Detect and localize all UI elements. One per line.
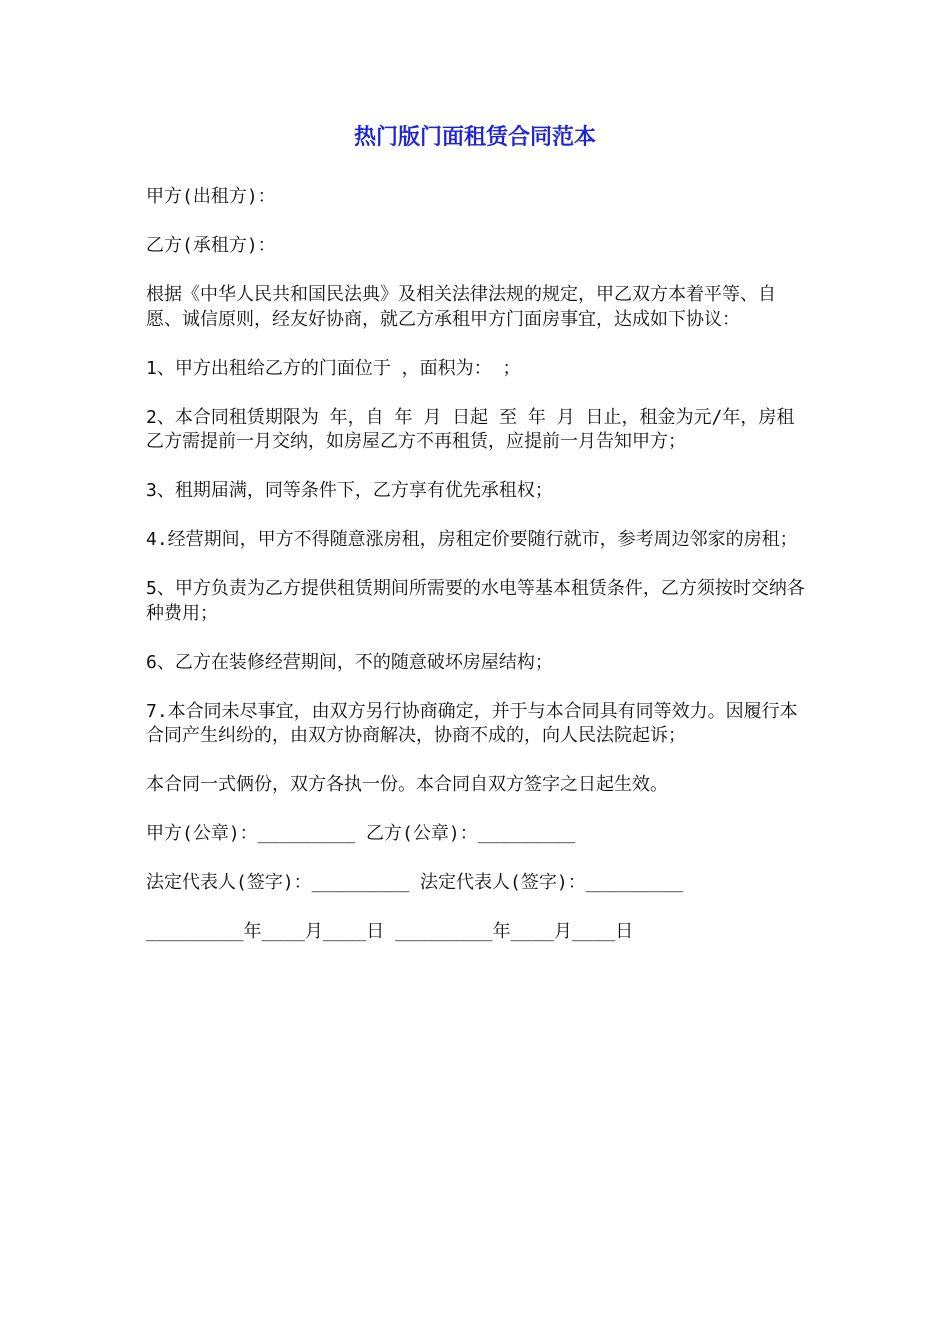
- effectiveness-statement: 本合同一式俩份，双方各执一份。本合同自双方签字之日起生效。: [146, 774, 668, 795]
- party-a-line: 甲方(出租方)：: [146, 186, 276, 207]
- preamble-paragraph: 根据《中华人民共和国民法典》及相关法律法规的规定，甲乙双方本着平等、自愿、诚信原则，经友好协商，就乙方承租甲方门面房事宜，达成如下协议：: [146, 284, 776, 330]
- signature-line: 法定代表人(签字)：_________ 法定代表人(签字)：_________: [146, 872, 684, 893]
- clause-4: 4.经营期间，甲方不得随意涨房租，房租定价要随行就市，参考周边邻家的房租；: [146, 529, 798, 550]
- clause-6: 6、乙方在装修经营期间，不的随意破坏房屋结构；: [146, 651, 553, 673]
- clause-3: 3、租期届满，同等条件下，乙方享有优先承租权；: [146, 480, 553, 501]
- seal-line: 甲方(公章)：_________ 乙方(公章)：_________: [146, 823, 576, 844]
- clause-1: 1、甲方出租给乙方的门面位于 ，面积为： ；: [146, 357, 521, 379]
- party-b-line: 乙方(承租方)：: [146, 235, 276, 256]
- clause-7: 7.本合同未尽事宜，由双方另行协商确定，并于与本合同具有同等效力。因履行本合同产生纠纷的，由双方协商解决，协商不成的，向人民法院起诉；: [146, 700, 798, 746]
- clause-2: 2、本合同租赁期限为 年，自 年 月 日起 至 年 月 日止，租金为元/年，房租乙方需提前一月交纳，如房屋乙方不再租赁，应提前一月告知甲方；: [146, 406, 795, 452]
- document-body: [146, 185, 810, 969]
- clause-5: 5、甲方负责为乙方提供租赁期间所需要的水电等基本租赁条件，乙方须按时交纳各种费用；: [146, 578, 805, 624]
- date-line: _________年____月____日 _________年____月____日: [146, 921, 634, 942]
- document-title: 热门版门面租赁合同范本: [353, 125, 596, 150]
